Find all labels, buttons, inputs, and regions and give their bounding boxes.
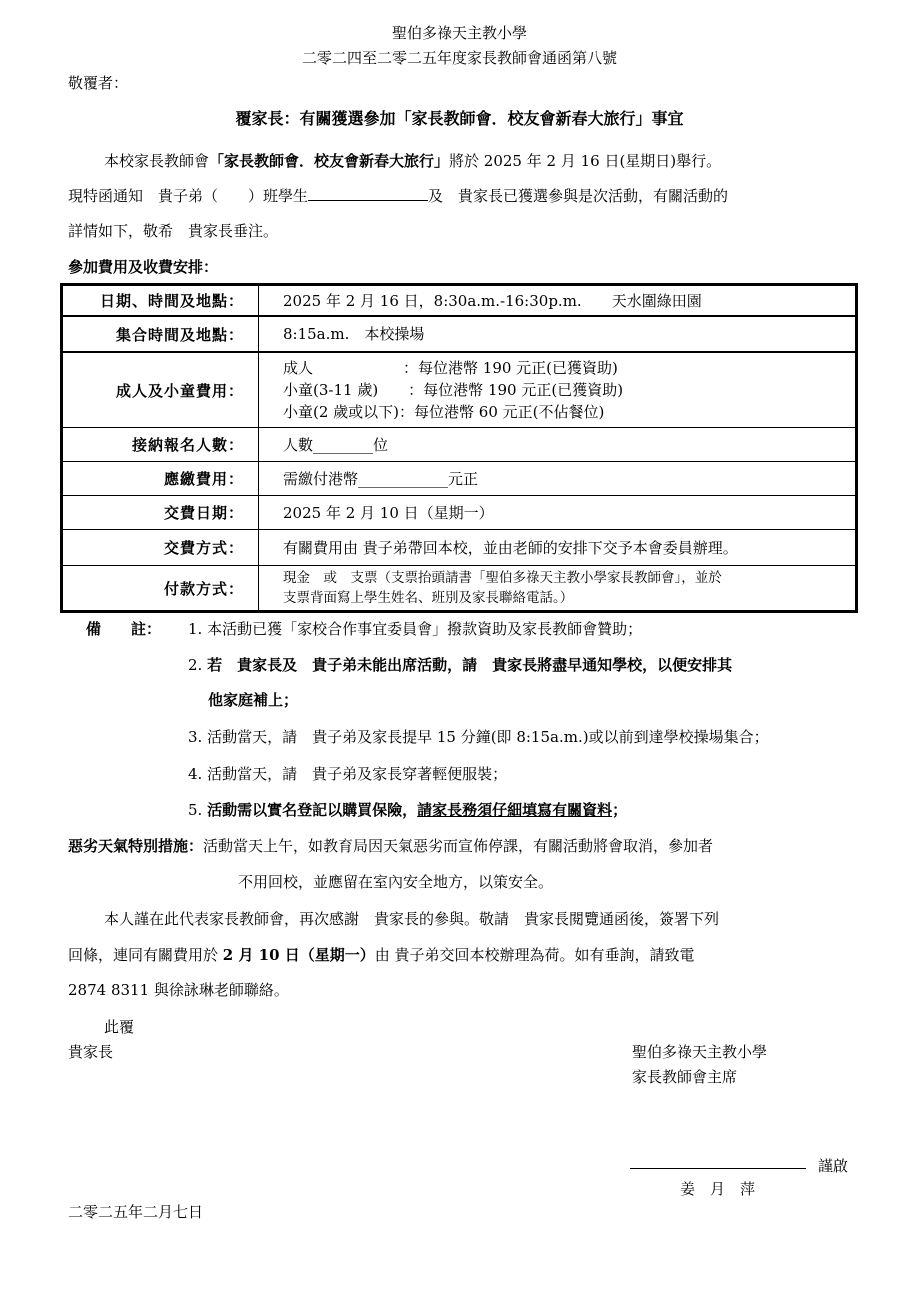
school-name: 聖伯多祿天主教小學 xyxy=(391,24,527,42)
signature-line xyxy=(630,1168,806,1169)
note-1: 1. 本活動已獲「家校合作事宜委員會」撥款資助及家長教師會贊助； xyxy=(188,620,643,638)
closing-line-2: 回條，連同有關費用於 2 月 10 日（星期一）由 貴子弟交回本校辦理為荷。如有垂詢，請致電 xyxy=(68,946,695,964)
row-label: 交費方式： xyxy=(63,530,259,565)
row-label: 付款方式： xyxy=(63,566,259,610)
row-label: 接納報名人數： xyxy=(63,428,259,461)
note-2-text: 若 貴家長及 貴子弟未能出席活動，請 貴家長將盡早通知學校，以便安排其 xyxy=(207,656,733,674)
student-name-blank xyxy=(308,186,428,201)
chairman-name: 姜 月 萍 xyxy=(680,1180,756,1198)
fee-adult: 成人 ：每位港幣 190 元正(已獲資助) xyxy=(283,359,618,377)
row-value: 2025 年 2 月 10 日（星期一） xyxy=(283,503,494,522)
circular-number: 二零二四至二零二五年度家長教師會通函第八號 xyxy=(301,49,617,67)
row-payment-date xyxy=(63,496,855,530)
row-payment-method xyxy=(63,530,855,566)
note-5-emphasis: 請家長務須仔細填寫有關資料 xyxy=(417,801,613,819)
row-fees xyxy=(63,353,855,428)
intro-selected-text: 及 貴家長已獲選參與是次活動，有關活動的 xyxy=(428,187,729,205)
row-headcount xyxy=(63,428,855,462)
deadline-date: 2 月 10 日（星期一） xyxy=(222,946,375,964)
row-label: 交費日期： xyxy=(63,496,259,529)
note-3: 3. 活動當天，請 貴子弟及家長提早 15 分鐘(即 8:15a.m.)或以前到達學校操場集合； xyxy=(188,728,769,746)
row-value xyxy=(259,353,855,427)
row-date-venue xyxy=(63,286,855,317)
row-value: 8:15a.m. 本校操場 xyxy=(283,325,425,343)
note-2-continued: 他家庭補上； xyxy=(208,691,299,709)
fee-child: 小童(3-11 歲) ：每位港幣 190 元正(已獲資助) xyxy=(283,381,624,399)
notes-label: 備 註： xyxy=(86,620,162,638)
intro-line-2 xyxy=(68,185,728,206)
weather-line-1 xyxy=(68,835,713,856)
closing-line-1: 本人謹在此代表家長教師會，再次感謝 貴家長的參與。敬請 貴家長閱覽通函後，簽署下列 xyxy=(104,910,720,928)
row-label: 成人及小童費用： xyxy=(63,353,259,427)
intro-line-3: 詳情如下，敬希 貴家長垂注。 xyxy=(68,222,279,240)
org-name: 聖伯多祿天主教小學 xyxy=(632,1043,768,1061)
note-5: 5. 活動需以實名登記以購買保險，請家長務須仔細填寫有關資料； xyxy=(188,801,628,819)
row-label: 集合時間及地點： xyxy=(63,317,259,351)
row-value: 現金 或 支票（支票抬頭請書「聖伯多祿天主教小學家長教師會」，並於 支票背面寫上學生姓名、班別及家長聯絡電話。） xyxy=(283,570,722,606)
intro-notify-text: 現特函通知 貴子弟（ ）班學生 xyxy=(68,187,309,205)
weather-line-2: 不用回校，並應留在室內安全地方，以策安全。 xyxy=(238,873,554,891)
intro-date: 將於 2025 年 2 月 16 日(星期日)舉行。 xyxy=(449,152,722,170)
fee-table xyxy=(60,283,858,613)
issue-date: 二零二五年二月七日 xyxy=(68,1203,204,1221)
salutation: 敬覆者： xyxy=(68,74,129,92)
ci-fu: 此覆 xyxy=(104,1018,135,1036)
row-label: 日期、時間及地點： xyxy=(63,286,259,315)
fee-infant: 小童(2 歲或以下)：每位港幣 60 元正(不佔餐位) xyxy=(283,403,605,421)
note-2-number: 2. xyxy=(188,656,203,674)
intro-event-name: 「家長教師會．校友會新春大旅行」 xyxy=(209,152,450,170)
row-value: 2025 年 2 月 16 日，8:30a.m.-16:30p.m. 天水圍綠田園 xyxy=(283,291,702,310)
weather-text: 活動當天上午，如教育局因天氣惡劣而宣佈停課，有關活動將會取消，參加者 xyxy=(203,837,714,855)
note-2 xyxy=(188,654,732,675)
addressee: 貴家長 xyxy=(68,1043,114,1061)
org-title: 家長教師會主席 xyxy=(632,1068,738,1086)
subject-title: 覆家長：有關獲選參加「家長教師會．校友會新春大旅行」事宜 xyxy=(235,109,684,128)
row-payment-type xyxy=(63,566,855,610)
row-value: 人數________位 xyxy=(283,435,389,454)
note-4: 4. 活動當天，請 貴子弟及家長穿著輕便服裝； xyxy=(188,765,508,783)
row-value: 有關費用由 貴子弟帶回本校，並由老師的安排下交予本會委員辦理。 xyxy=(283,538,738,557)
weather-label: 惡劣天氣特別措施： xyxy=(68,837,204,855)
closing-line-3: 2874 8311 與徐詠琳老師聯絡。 xyxy=(68,981,289,999)
jin-qi: 謹啟 xyxy=(818,1157,849,1175)
note-5-number: 5. xyxy=(188,801,203,819)
intro-line-1 xyxy=(104,150,721,171)
row-assembly xyxy=(63,317,855,353)
intro-prefix: 本校家長教師會 xyxy=(104,152,210,170)
note-5-text: 活動需以實名登記以購買保險， xyxy=(207,801,418,819)
row-label: 應繳費用： xyxy=(63,462,259,495)
section-title: 參加費用及收費安排： xyxy=(68,258,219,276)
row-amount-due xyxy=(63,462,855,496)
row-value: 需繳付港幣____________元正 xyxy=(283,469,479,488)
